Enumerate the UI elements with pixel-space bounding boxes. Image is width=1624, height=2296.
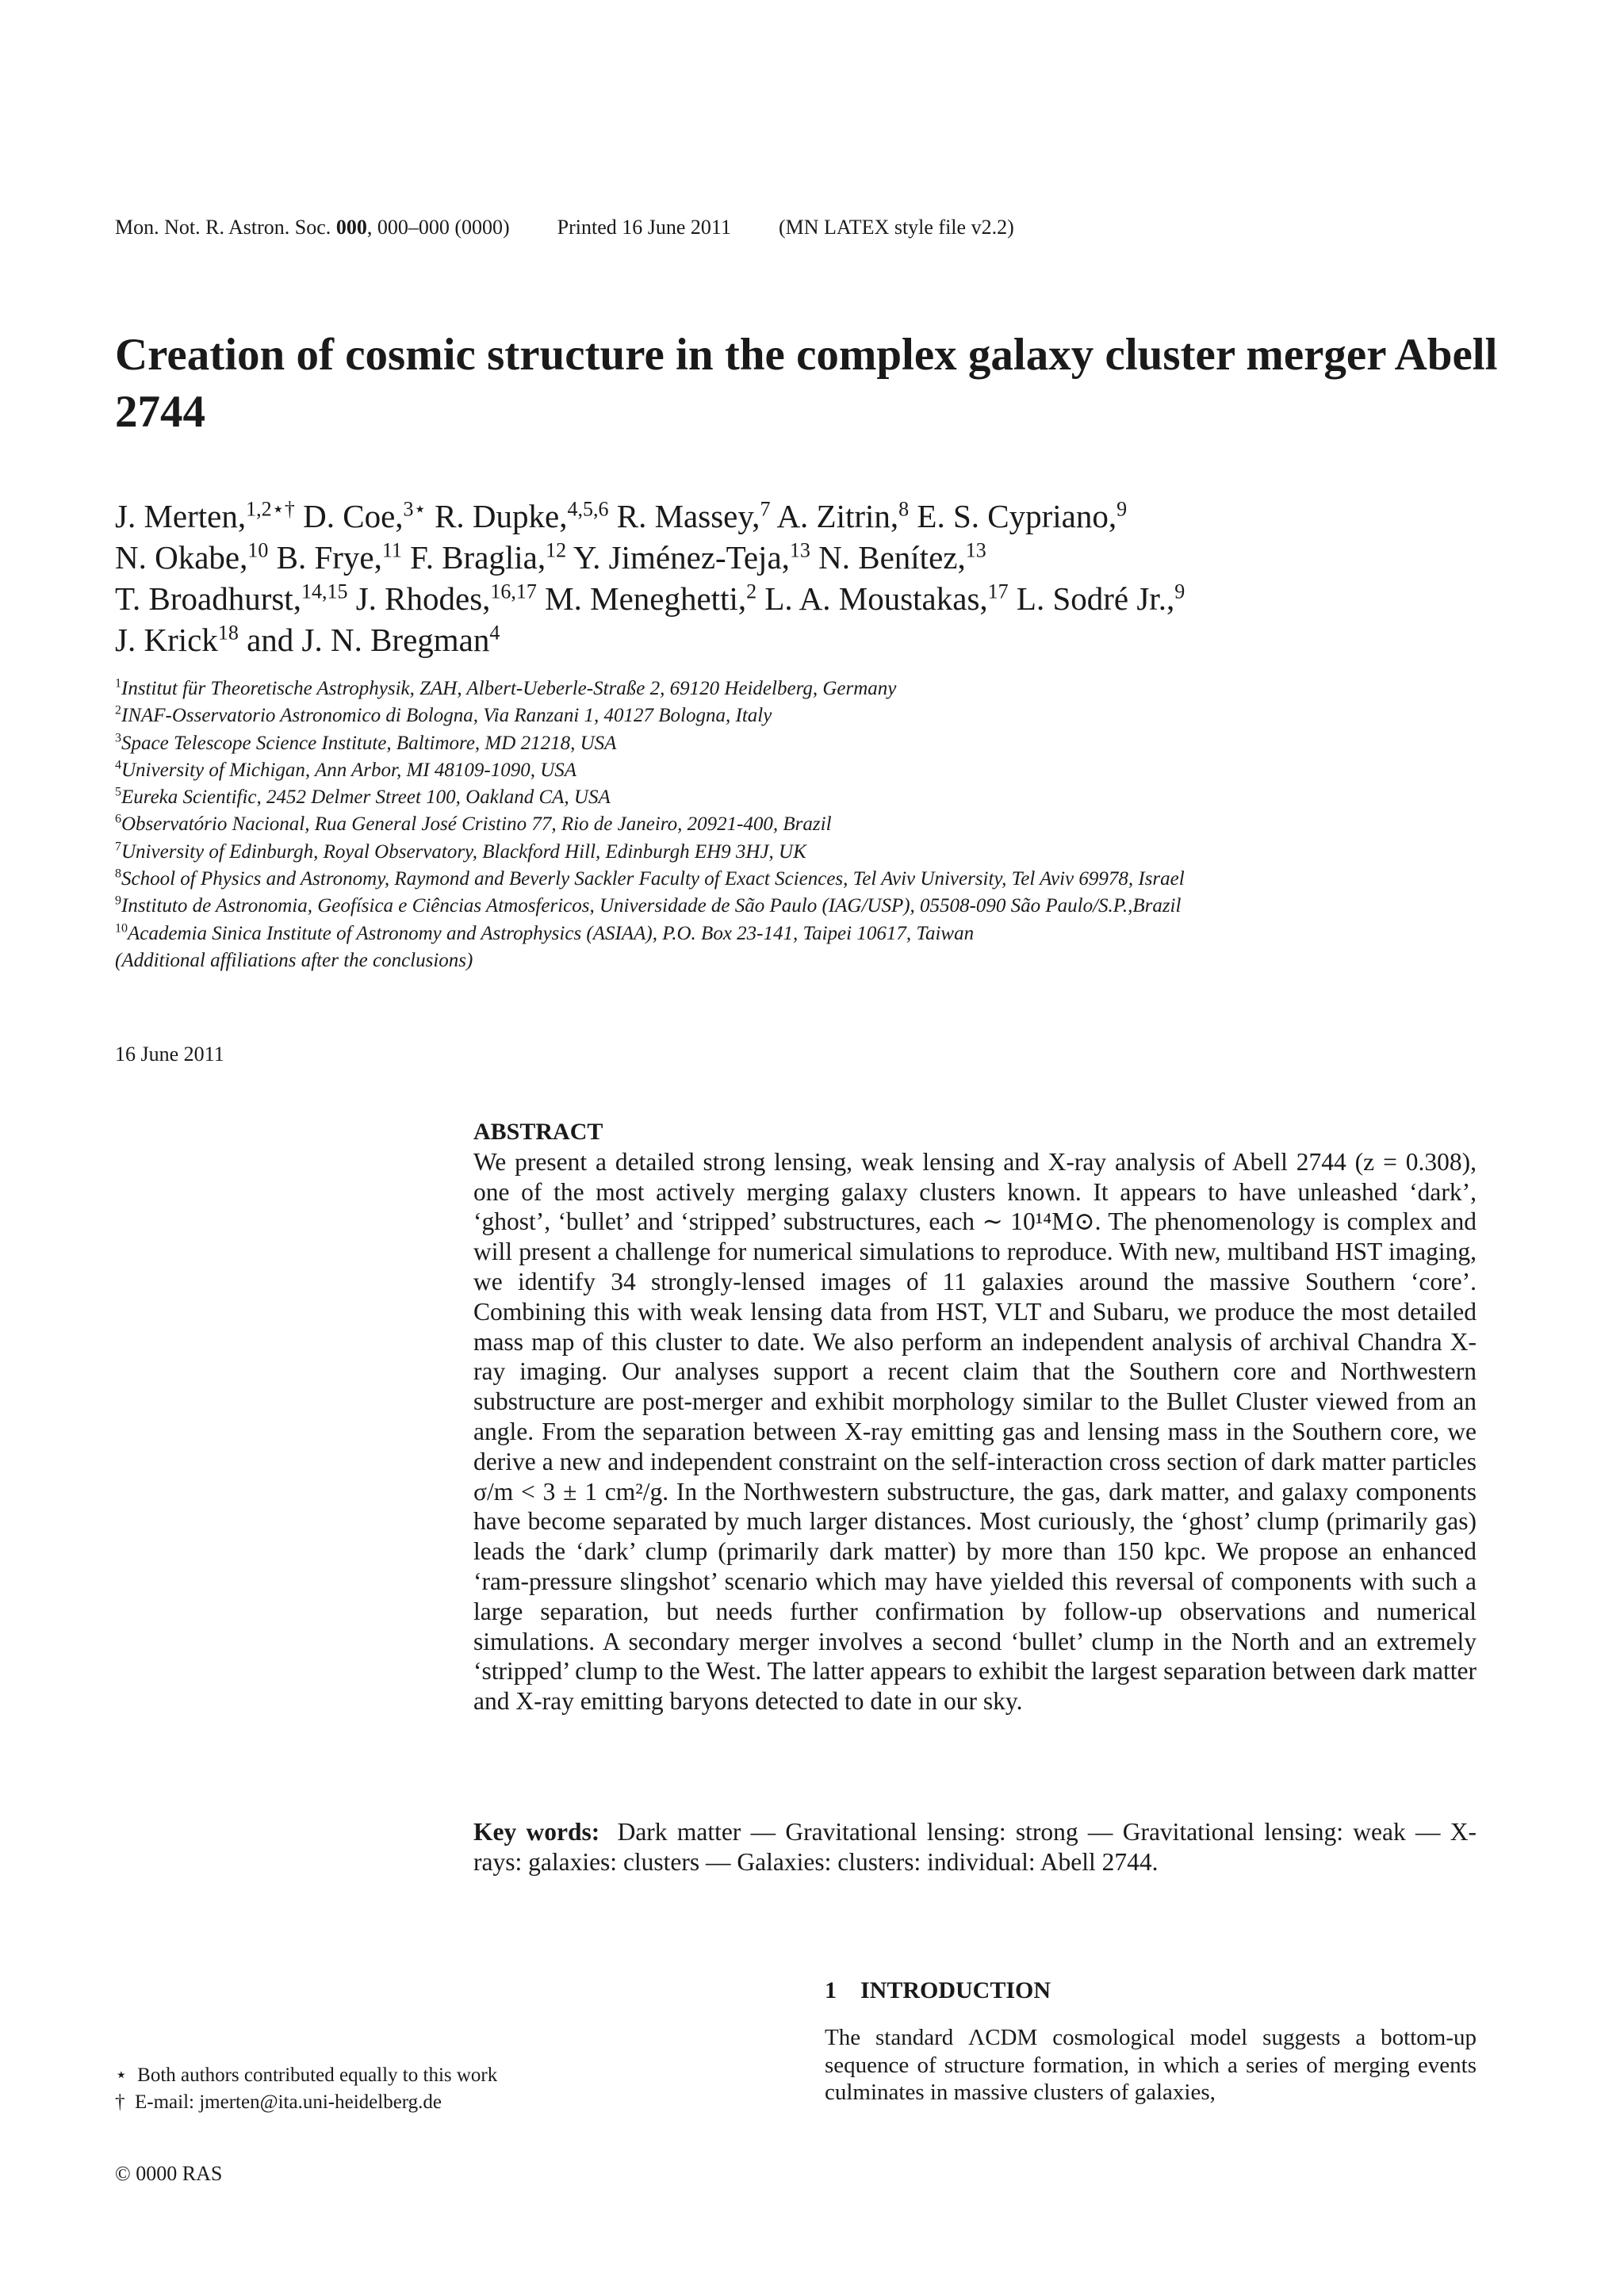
- style-file: (MN LATEX style file v2.2): [778, 216, 1014, 239]
- section-number: 1: [825, 1977, 837, 2003]
- section-heading: [825, 1977, 1051, 2004]
- footnotes: [115, 2062, 497, 2116]
- author: E. S. Cypriano,$^9$: [917, 497, 1128, 534]
- additional-affiliations-note: (Additional affiliations after the conclusions): [115, 949, 473, 971]
- copyright: © 0000 RAS: [115, 2162, 223, 2185]
- author: L. A. Moustakas,$^{17}$: [764, 580, 1009, 617]
- author: T. Broadhurst,$^{14,15}$: [115, 580, 348, 617]
- abstract-heading: ABSTRACT: [473, 1119, 603, 1145]
- author: J. Merten,$^{1,2⋆\dagger}$: [115, 497, 295, 534]
- keywords: [473, 1817, 1477, 1877]
- journal-name: Mon. Not. R. Astron. Soc.: [115, 216, 336, 239]
- affiliation-list: [115, 675, 1590, 974]
- author: and J. N. Bregman$^4$: [247, 621, 500, 658]
- running-head: [115, 216, 1014, 239]
- author: D. Coe,$^{3⋆}$: [303, 497, 427, 534]
- author: J. Krick$^{18}$: [115, 621, 239, 658]
- author: A. Zitrin,$^8$: [776, 497, 910, 534]
- affiliation: $^6$Observatório Nacional, Rua General José Cristino 77, Rio de Janeiro, 20921-400, Brazil: [115, 813, 832, 836]
- keywords-text: Dark matter — Gravitational lensing: strong — Gravitational lensing: weak — X-rays: galaxies: clusters — Galaxies: clusters: individual: Abell 2744.: [473, 1818, 1477, 1876]
- paper-date: 16 June 2011: [115, 1043, 224, 1066]
- journal-pages: , 000–000 (0000): [366, 216, 510, 239]
- paper-title: Creation of cosmic structure in the complex galaxy cluster merger Abell 2744: [115, 330, 1498, 437]
- abstract-text: We present a detailed strong lensing, weak lensing and X-ray analysis of Abell 2744 (z = 0.308), one of the most actively merging galaxy clusters known. It appears to have unleashed ‘dark’, ‘ghost’, ‘bullet’ and ‘stripped’ substructures, each ∼ 10¹⁴M⊙. The phenomenology is complex and will present a challenge for numerical simulations to reproduce. With new, multiband HST imaging, we identify 34 strongly-lensed images of 11 galaxies around the massive Southern ‘core’. Combining this with weak lensing data from HST, VLT and Subaru, we produce the most detailed mass map of this cluster to date. We also perform an independent analysis of archival Chandra X-ray imaging. Our analyses support a recent claim that the Southern core and Northwestern substructure are post-merger and exhibit morphology similar to the Bullet Cluster viewed from an angle. From the separation between X-ray emitting gas and lensing mass in the Southern core, we derive a new and independent constraint on the self-interaction cross section of dark matter particles σ/m < 3 ± 1 cm²/g. In the Northwestern substructure, the gas, dark matter, and galaxy components have become separated by much larger distances. Most curiously, the ‘ghost’ clump (primarily gas) leads the ‘dark’ clump (primarily dark matter) by more than 150 kpc. We propose an enhanced ‘ram-pressure slingshot’ scenario which may have yielded this reversal of components with such a large separation, but needs further confirmation by follow-up observations and numerical simulations. A secondary merger involves a second ‘bullet’ clump in the North and an extremely ‘stripped’ clump to the West. The latter appears to exhibit the largest separation between dark matter and X-ray emitting baryons detected to date in our sky.: [473, 1147, 1477, 1716]
- author: Y. Jiménez-Teja,$^{13}$: [573, 538, 810, 576]
- keywords-label: Key words:: [473, 1818, 600, 1846]
- author: M. Meneghetti,$^2$: [545, 580, 757, 617]
- author-list: [115, 496, 1542, 660]
- author: N. Benítez,$^{13}$: [818, 538, 986, 576]
- author: B. Frye,$^{11}$: [276, 538, 402, 576]
- footnote: ⋆ Both authors contributed equally to this work: [115, 2064, 498, 2086]
- affiliation: $^2$INAF-Osservatorio Astronomico di Bologna, Via Ranzani 1, 40127 Bologna, Italy: [115, 703, 772, 727]
- footnote: † E-mail: jmerten@ita.uni-heidelberg.de: [115, 2091, 442, 2113]
- affiliation: $^4$University of Michigan, Ann Arbor, MI 48109-1090, USA: [115, 758, 577, 781]
- author: R. Massey,$^7$: [616, 497, 771, 534]
- affiliation: $^{10}$Academia Sinica Institute of Astronomy and Astrophysics (ASIAA), P.O. Box 23-141, Taipei 10617, Taiwan: [115, 921, 975, 944]
- author: J. Rhodes,$^{16,17}$: [355, 580, 537, 617]
- journal-volume: 000: [335, 216, 367, 239]
- affiliation: $^8$School of Physics and Astronomy, Raymond and Beverly Sackler Faculty of Exact Sciences, Tel Aviv University, Tel Aviv 69978, Israel: [115, 867, 1185, 890]
- author: R. Dupke,$^{4,5,6}$: [435, 497, 609, 534]
- introduction-text: The standard ΛCDM cosmological model suggests a bottom-up sequence of structure formation, in which a series of merging events culminates in massive clusters of galaxies,: [825, 2025, 1477, 2106]
- author: N. Okabe,$^{10}$: [115, 538, 269, 576]
- affiliation: $^9$Instituto de Astronomia, Geofísica e Ciências Atmosfericos, Universidade de São Paulo (IAG/USP), 05508-090 São Paulo/S.P.,Brazil: [115, 894, 1182, 917]
- printed-date: Printed 16 June 2011: [557, 216, 731, 239]
- affiliation: $^1$Institut für Theoretische Astrophysik, ZAH, Albert-Ueberle-Straße 2, 69120 Heidelberg, Germany: [115, 676, 897, 699]
- affiliation: $^5$Eureka Scientific, 2452 Delmer Street 100, Oakland CA, USA: [115, 785, 611, 809]
- author: F. Braglia,$^{12}$: [410, 538, 567, 576]
- abstract: [473, 1117, 1477, 1716]
- affiliation: $^3$Space Telescope Science Institute, Baltimore, MD 21218, USA: [115, 731, 617, 754]
- affiliation: $^7$University of Edinburgh, Royal Observatory, Blackford Hill, Edinburgh EH9 3HJ, UK: [115, 840, 806, 863]
- author: L. Sodré Jr.,$^9$: [1016, 580, 1185, 617]
- section-title: INTRODUCTION: [860, 1977, 1051, 2003]
